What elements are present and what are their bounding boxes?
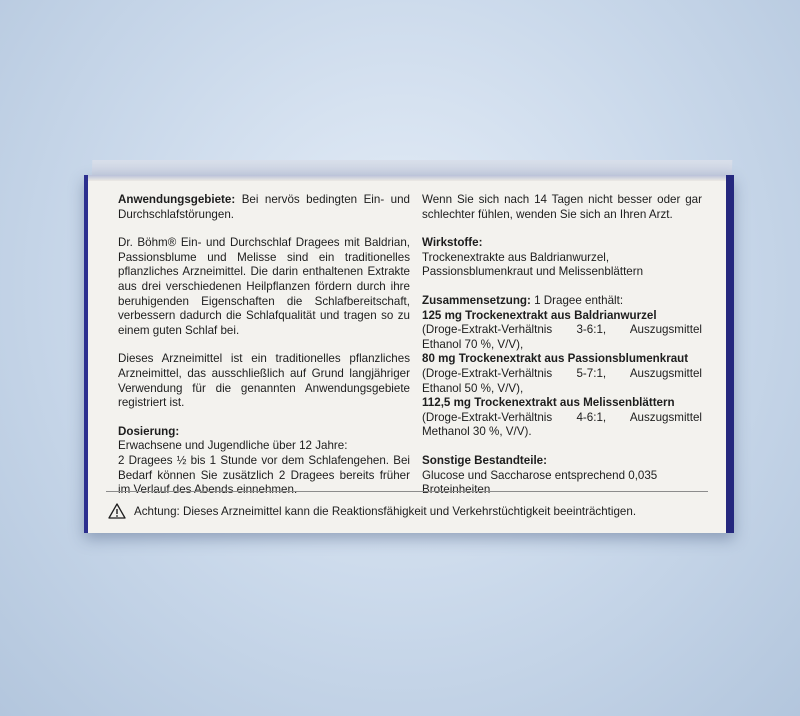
ingredient-lemon-balm: 112,5 mg Trockenextrakt aus Melissenblättern: [422, 396, 675, 410]
dosing-section: [118, 425, 410, 498]
dosing-heading: Dosierung:: [118, 424, 180, 438]
composition-heading-line: [422, 294, 702, 309]
left-text-column: [118, 193, 410, 498]
medicine-package-side: [84, 175, 734, 533]
ingredient-valerian: 125 mg Trockenextrakt aus Baldrianwurzel: [422, 308, 657, 322]
composition-intro: 1 Dragee enthält:: [530, 293, 624, 307]
registration-note: Dieses Arzneimittel ist ein traditionelles pflanzliches Arzneimittel, das ausschließlich auf Grund langjähriger Verwendung für die genannten Anwendungsgebiete registriert ist.: [118, 352, 410, 410]
active-ingredients-section: [422, 236, 702, 280]
warning-triangle-icon: [108, 503, 126, 519]
composition-section: [422, 294, 702, 440]
other-ingredients-text: Glucose und Saccharose entsprechend 0,035 Broteinheiten: [422, 468, 658, 497]
doctor-advice: Wenn Sie sich nach 14 Tagen nicht besser oder gar schlechter fühlen, wenden Sie sich an Ihren Arzt.: [422, 193, 702, 221]
ingredient-valerian-detail: (Droge-Extrakt-Verhältnis 3-6:1, Auszugsmittel Ethanol 70 %, V/V),: [422, 323, 702, 351]
indications-paragraph: [118, 193, 410, 222]
product-description: Dr. Böhm® Ein- und Durchschlaf Dragees mit Baldrian, Passionsblume und Melisse sind ein traditionelles pflanzliches Arzneimittel. Die darin enthaltenen Extrakte aus drei verschiedenen Heilpflanzen fördern durch ihre beruhigenden Eigenschaften die Schlafbereitschaft, verbessern dadurch die Schlafqualität und tragen so zu einem guten Schlaf bei.: [118, 236, 410, 337]
dosing-audience: Erwachsene und Jugendliche über 12 Jahre:: [118, 439, 348, 453]
package-fold-strip: [88, 175, 726, 181]
ingredient-passionflower-detail: (Droge-Extrakt-Verhältnis 5-7:1, Auszugsmittel Ethanol 50 %, V/V),: [422, 366, 702, 395]
warning-notice: [108, 503, 636, 519]
active-ingredients-text: Trockenextrakte aus Baldrianwurzel, Passionsblumenkraut und Melissenblättern: [422, 250, 644, 279]
indications-heading: Anwendungsgebiete:: [118, 193, 236, 206]
other-ingredients-heading: Sonstige Bestandteile:: [422, 453, 547, 467]
ingredient-lemon-balm-detail: (Droge-Extrakt-Verhältnis 4-6:1, Auszugsmittel Methanol 30 %, V/V).: [422, 410, 702, 439]
warning-divider: [106, 491, 708, 492]
active-ingredients-heading: Wirkstoffe:: [422, 236, 483, 250]
composition-heading: Zusammensetzung:: [422, 293, 531, 307]
right-text-column: [422, 193, 702, 498]
indications-text: Bei nervös bedingten Ein- und Durchschlafstörungen.: [118, 193, 410, 221]
warning-text: Achtung: Dieses Arzneimittel kann die Reaktionsfähigkeit und Verkehrstüchtigkeit beeinträchtigen.: [134, 504, 637, 518]
ingredient-passionflower: 80 mg Trockenextrakt aus Passionsblumenkraut: [422, 352, 689, 366]
dosing-instructions: 2 Dragees ½ bis 1 Stunde vor dem Schlafengehen. Bei Bedarf können Sie zusätzlich 2 Dragees bereits früher im Verlauf des Abends einnehmen.: [118, 453, 410, 497]
